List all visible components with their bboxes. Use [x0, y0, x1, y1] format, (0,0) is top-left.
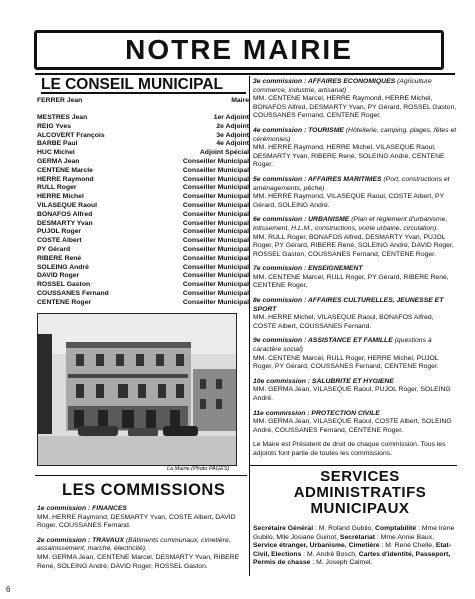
member-name: CENTENE Roger	[37, 298, 92, 306]
member-role: Conseiller Municipal	[182, 245, 249, 253]
commission-subtitle: (Hôtellerie, camping, plages, fêtes et cérémonies)	[253, 126, 457, 143]
service-label: Secrétaire Général	[253, 525, 314, 532]
member-row	[37, 255, 249, 264]
member-name: ALCOVERT François	[37, 131, 105, 139]
member-name: DAVID Roger	[37, 272, 80, 280]
page-number: 6	[6, 585, 11, 594]
member-row	[37, 281, 249, 290]
service-text: : M. Joseph Calmel.	[310, 559, 373, 567]
commission-title: 10e commission : SALUBRITE ET HYGIENE	[253, 377, 394, 385]
commission-members: MM. HERRE Michel, VILASEQUE Raoul, BONAFOS Alfred, COSTE Albert, COUSSANES Fernand.	[253, 314, 434, 330]
commission-title: 8e commission : AFFAIRES CULTURELLES, JEUNESSE ET SPORT	[253, 297, 444, 313]
commission-block	[253, 127, 457, 170]
member-row	[37, 272, 249, 281]
member-name: RIBERE René	[37, 254, 82, 262]
member-name: DESMARTY Yvan	[37, 219, 93, 227]
member-row	[37, 202, 249, 211]
commission-title: 4e commission : TOURISME	[253, 126, 344, 134]
commission-members: MM. GERMA Jean, VILASEQUE Raoul, PUJOL Roger, SOLEING André.	[253, 386, 451, 402]
member-role: 4e Adjoint	[216, 140, 249, 148]
member-role: Conseiller Municipal	[182, 158, 249, 165]
commission-title: 1e commission : FINANCES	[37, 505, 127, 512]
member-role: 3e Adjoint	[216, 131, 249, 139]
commissions-left-column	[37, 505, 245, 577]
member-row	[37, 246, 249, 255]
commission-block	[37, 505, 245, 531]
member-role: Conseiller Municipal	[182, 184, 249, 192]
member-row	[37, 176, 249, 185]
service-label: Etat-Civil, Elections	[253, 542, 451, 558]
commission-subtitle: (questions à caractère social)	[253, 337, 432, 354]
commissions-heading: LES COMMISSIONS	[62, 481, 226, 499]
commission-members: MM. GERMA Jean, CENTENE Marcel, DESMARTY Yvan, RIBERE René, SOLEING André, DAVID Roger, ROSSEL Gaston.	[37, 553, 240, 570]
member-row	[37, 140, 249, 149]
member-row	[37, 158, 249, 167]
services-heading: SERVICES ADMINISTRATIFS MUNICIPAUX	[293, 468, 427, 517]
member-row	[37, 264, 249, 273]
commission-title: 7e commission : ENSEIGNEMENT	[253, 265, 363, 273]
member-role: Conseiller Municipal	[182, 281, 249, 289]
commission-block	[37, 537, 245, 571]
commission-members: MM. CENTENE Marcel, RULL Roger, PY Gérard, RIBERE René, CENTENE Roger.	[253, 273, 449, 290]
member-row	[37, 290, 249, 299]
commission-block	[253, 410, 457, 436]
conseillers-list	[37, 158, 249, 308]
commission-members: MM. RULL Roger, BONAFOS Alfred, DESMARTY Yvan, PUJOL Roger, PY Gérard, RIBERE René, SOLEING André, DAVID Roger, ROSSEL Gaston, COUSSANES Fernand, CENTENE Roger.	[253, 233, 454, 258]
commissions-right-column	[253, 78, 457, 459]
member-row	[37, 211, 249, 220]
mairie-photo	[37, 313, 237, 466]
member-name: PY Gérard	[37, 245, 71, 253]
commission-title: 5e commission : AFFAIRES MARITIMES	[253, 175, 382, 183]
adjoints-list	[37, 114, 249, 158]
member-role: 1er Adjoint	[213, 114, 249, 121]
commission-members: MM. HERRE Raymond, HERRE Michel, VILASEQUE Raoul, DESMARTY Yvan, RIBERE René, SOLEING André, CENTENE Roger.	[253, 144, 445, 169]
member-row	[37, 193, 249, 202]
member-name: CENTENE Marcle	[37, 166, 93, 174]
services-body	[253, 525, 457, 568]
commission-block	[253, 297, 457, 331]
commission-members: MM. GERMA Jean, VILASEQUE Raoul, COSTE Albert, SOLEING André, COUSSANES Fernand, CENTENE Roger.	[253, 418, 452, 434]
divider	[35, 475, 247, 476]
commission-title: 6e commission : URBANISME	[253, 216, 350, 224]
maire-block	[37, 97, 249, 106]
commission-subtitle: (Bâtiments communaux, cimetière, assainissement, marché, électricité).	[37, 536, 231, 553]
member-row	[37, 184, 249, 193]
page-title-banner	[34, 30, 444, 70]
commission-block	[253, 176, 457, 210]
member-name: REIG Yves	[37, 122, 71, 130]
commission-members: MM. CENTENE Marcel, RULL Roger, HERRE Michel, PUJOL Roger, PY Gérard, COUSSANES Fernand, CENTENE Roger.	[253, 354, 439, 371]
commission-subtitle: (Port, constructions et aménagements, pêche)	[253, 175, 450, 192]
member-row	[37, 228, 249, 237]
member-name: HERRE Michel	[37, 193, 84, 201]
member-role: Conseiller Municipal	[182, 193, 249, 201]
service-label: Service étranger, Urbanisme, Cimetière	[253, 542, 380, 550]
commission-block	[253, 216, 457, 259]
service-label: Cartes d'identité, Passeport, Permis de chasse	[253, 550, 451, 567]
service-label: Comptabilité	[375, 525, 417, 532]
member-name: VILASEQUE Raoul	[37, 201, 98, 209]
member-name: GERMA Jean	[37, 158, 80, 165]
service-label: Secrétariat	[339, 533, 376, 541]
member-role: Conseiller Municipal	[182, 298, 249, 306]
member-name: BONAFOS Alfred	[37, 210, 93, 218]
divider	[250, 465, 457, 466]
member-role: Conseiller Municipal	[182, 166, 249, 174]
commission-block	[253, 265, 457, 291]
member-row	[37, 114, 249, 123]
member-role: Adjoint Spécial	[199, 149, 249, 157]
commission-title: 3e commission : AFFAIRES ECONOMIQUES	[253, 78, 396, 85]
member-row: FERRER Jean Maire	[37, 97, 249, 104]
commission-members: MM. HERRE Raymond, DESMARTY Yvan, COSTE Albert, DAVID Roger, COUSSANES Fernand.	[37, 513, 236, 530]
service-text: : M. Roland Gubilo,	[313, 525, 376, 532]
member-role: 2e Adjoint	[216, 122, 249, 130]
commission-block	[253, 337, 457, 371]
member-name: RULL Roger	[37, 184, 77, 192]
divider	[35, 73, 455, 75]
member-name: MESTRES Jean	[37, 114, 88, 121]
service-text: : Mme Annie Baux,	[375, 533, 434, 541]
member-row	[37, 149, 249, 158]
commission-subtitle: (Agriculture commerce, industrie, artisanat)	[253, 78, 432, 94]
member-name: HERRE Raymond	[37, 175, 94, 183]
commission-block	[253, 378, 457, 404]
member-role: Conseiller Municipal	[182, 263, 249, 271]
member-row	[37, 123, 249, 132]
member-row	[37, 299, 249, 308]
member-name: COSTE Albert	[37, 237, 82, 245]
photo-caption: La Mairie (Photo PAGES)	[167, 466, 230, 472]
commission-members: MM. CENTENE Marcel, HERRE Raymond, HERRE Michel, BONAFOS Alfred, DESMARTY Yvan, PY Gérard, ROSSEL Gaston, COUSSANES Fernand, CENTENE Roger.	[253, 95, 457, 120]
column-divider	[249, 76, 250, 576]
member-row	[37, 220, 249, 229]
member-row	[37, 132, 249, 141]
commission-title: 2e commission : TRAVAUX	[37, 536, 124, 544]
member-role: Conseiller Municipal	[182, 219, 249, 227]
member-name: BARBE Paul	[37, 140, 78, 148]
member-role: Conseiller Municipal	[182, 289, 249, 297]
member-role: Conseiller Municipal	[182, 237, 249, 245]
member-row	[37, 237, 249, 246]
service-text: : M. René Chelle,	[379, 542, 436, 550]
member-name: HUC Michel	[37, 149, 75, 157]
member-role: Conseiller Municipal	[182, 175, 249, 183]
commission-members: MM. HERRE Raymond, VILASEQUE Raoul, COSTE Albert, PY Gérard, SOLEING André.	[253, 193, 445, 209]
member-role: Conseiller Municipal	[182, 228, 249, 236]
commission-subtitle: (Plan et règlement d'urbanisme, lotissement, H.L.M., constructions, voirie urbaine, circulation).	[253, 216, 448, 232]
service-text: : Mme Irène Gubilo, Mlle Josiane Guinot,	[253, 525, 455, 541]
page-title: NOTRE MAIRIE	[125, 34, 353, 65]
commission-note: Le Maire est Président de droit de chaque commission. Tous les adjoints font partie de toutes les commissions.	[253, 441, 446, 457]
commission-title: 11e commission : PROTECTION CIVILE	[253, 409, 380, 417]
member-row	[37, 167, 249, 176]
commission-block	[253, 78, 457, 121]
member-name: SOLEING André	[37, 263, 89, 271]
commission-title: 9e commission : ASSISTANCE ET FAMILLE	[253, 337, 393, 345]
member-role: Conseiller Municipal	[182, 272, 249, 280]
member-role: Conseiller Municipal	[182, 254, 249, 262]
service-text: : M. André Bosch,	[301, 550, 359, 558]
member-name: PUJOL Roger	[37, 228, 82, 236]
conseil-heading: LE CONSEIL MUNICIPAL	[41, 76, 223, 93]
member-role: Conseiller Municipal	[182, 210, 249, 218]
member-role: Conseiller Municipal	[182, 201, 249, 209]
member-name: ROSSEL Gaston	[37, 281, 91, 289]
town-hall-image	[38, 314, 237, 466]
member-name: COUSSANES Fernand	[37, 289, 109, 297]
